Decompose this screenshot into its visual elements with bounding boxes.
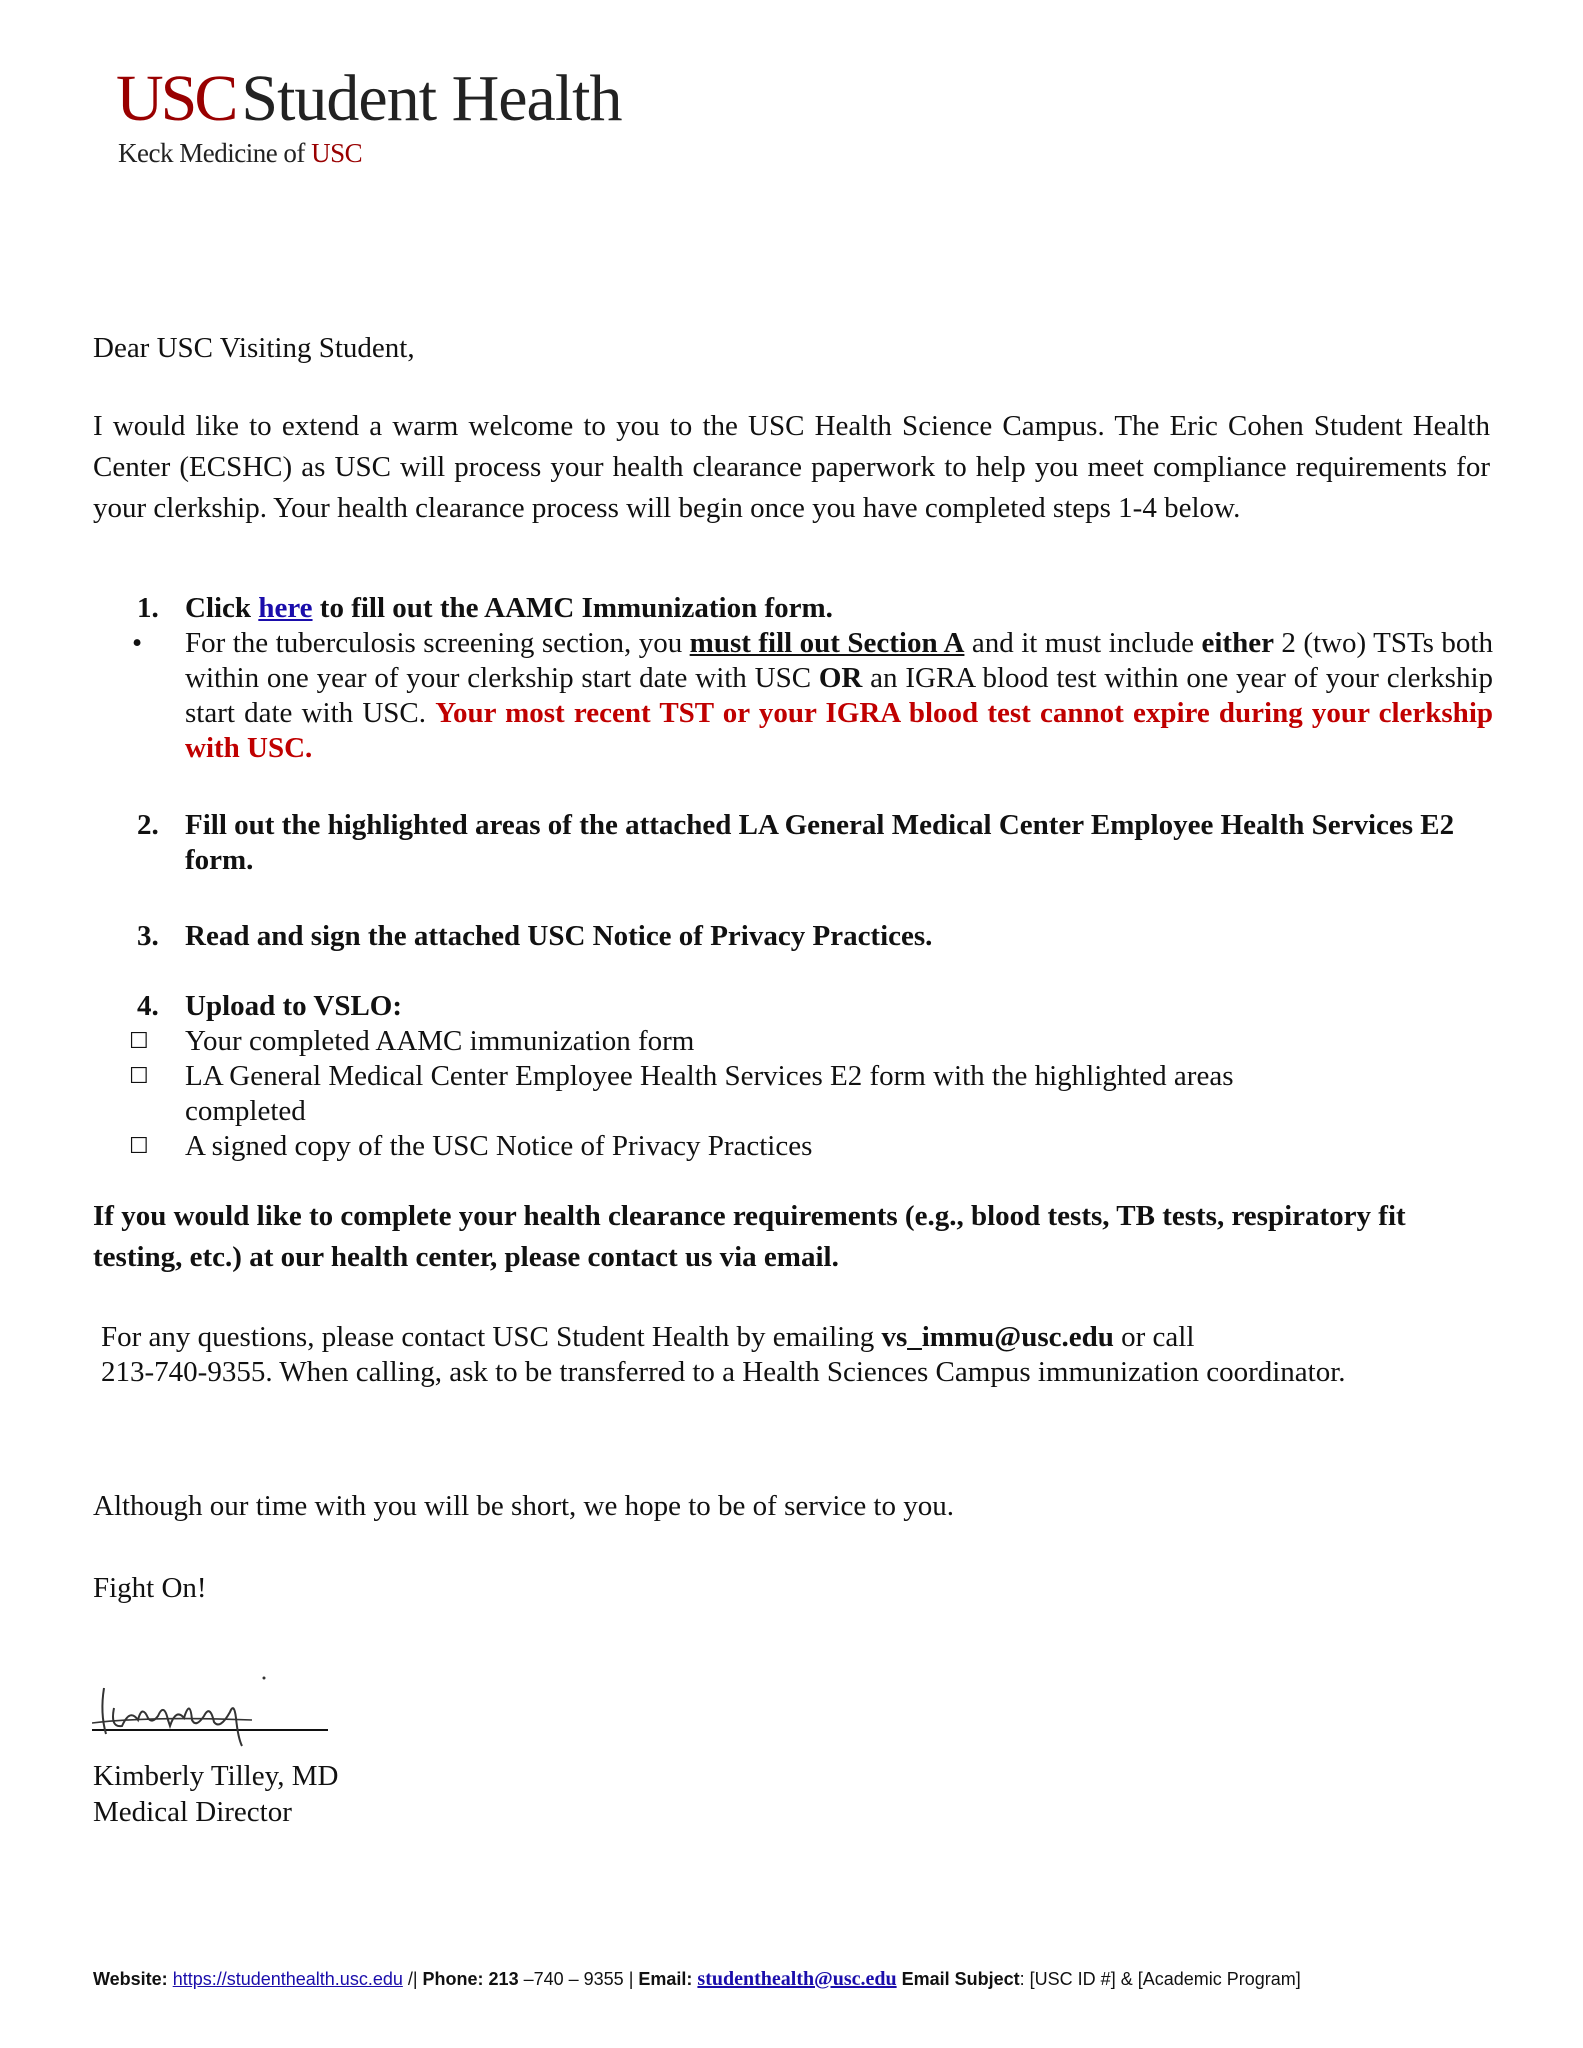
logo-subtitle: Keck Medicine of USC xyxy=(118,138,363,168)
contact-email[interactable]: vs_immu@usc.edu xyxy=(881,1321,1114,1353)
checkbox-icon: ☐ xyxy=(129,1134,149,1159)
checklist-item: ☐ A signed copy of the USC Notice of Privacy Practices xyxy=(129,1130,813,1162)
handwritten-signature xyxy=(92,1668,332,1748)
step-number: 3. xyxy=(137,920,159,952)
step-number: 4. xyxy=(137,990,159,1022)
usc-student-health-logo xyxy=(116,62,622,169)
checklist-item: ☐ LA General Medical Center Employee Health Services E2 form with the highlighted areas completed xyxy=(129,1060,1234,1127)
intro-paragraph: I would like to extend a warm welcome to you to the USC Health Science Campus. The Eric Cohen Student Health Center (ECSHC) as USC will process your health clearance paperwork to help you meet compliance requirements for your clerkship. Your health clearance process will begin once you have completed steps 1-4 below. xyxy=(93,410,1490,524)
checklist-item: ☐ Your completed AAMC immunization form xyxy=(129,1025,695,1057)
checkbox-icon: ☐ xyxy=(129,1064,149,1089)
closing-line: Although our time with you will be short, we hope to be of service to you. xyxy=(93,1490,954,1522)
tb-warning: Your most recent TST or your IGRA blood test cannot expire during your clerkship with USC. xyxy=(185,697,1494,764)
contact-phone-line: 213-740-9355. When calling, ask to be transferred to a Health Sciences Campus immunization coordinator. xyxy=(101,1356,1346,1388)
tb-screening-bullet: • For the tuberculosis screening section, you must fill out Section A and it must include either 2 (two) TSTs both within one year of your clerkship start date with USC OR an IGRA blood test within one year of your clerkship start date with USC. Your most recent TST or your IGRA blood test cannot expire during your clerkship with USC. xyxy=(132,627,1494,764)
step-number: 1. xyxy=(137,592,159,624)
step-4: 4. Upload to VSLO: ☐ Your completed AAMC immunization form ☐ LA General Medical Center Employee Health Services E2 form with the highlighted areas completed ☐ A signed copy of the USC Notice of Privacy Practices xyxy=(93,989,1513,1164)
signatory xyxy=(93,1758,338,1830)
logo-title: Student Health xyxy=(241,62,622,135)
bullet-icon: • xyxy=(132,627,143,659)
step-3: 3. Read and sign the attached USC Notice of Privacy Practices. xyxy=(137,920,933,952)
step-2: 2. Fill out the highlighted areas of the attached LA General Medical Center Employee Health Services E2 form. xyxy=(137,809,1455,876)
logo-usc-wordmark: USC xyxy=(116,62,236,135)
footer-email-link[interactable]: studenthealth@usc.edu xyxy=(697,1968,897,1990)
health-center-notice: If you would like to complete your health clearance requirements (e.g., blood tests, TB tests, respiratory fit testing, etc.) at our health center, please contact us via email. xyxy=(93,1200,1406,1273)
step-1: 1. Click here to fill out the AAMC Immunization form. • For the tuberculosis screening section, you must fill out Section A and it must include either 2 (two) TSTs both within one year of your clerkship start date with USC OR an IGRA blood test within one year of your clerkship start date with USC. Your most recent TST or your IGRA blood test cannot expire during your clerkship with USC. xyxy=(93,591,1513,766)
checkbox-icon: ☐ xyxy=(129,1029,149,1054)
footer: Website: https://studenthealth.usc.edu /| Phone: 213 –740 – 9355 | Email: studenthealth@usc.edu Email Subject: [USC ID #] & [Academic Program] xyxy=(93,1968,1301,1990)
website-link[interactable]: https://studenthealth.usc.edu xyxy=(172,1969,403,1989)
signatory-title: Medical Director xyxy=(93,1796,292,1828)
greeting: Dear USC Visiting Student, xyxy=(93,332,415,364)
step-number: 2. xyxy=(137,809,159,841)
fight-on: Fight On! xyxy=(93,1572,207,1604)
aamc-form-link[interactable]: here xyxy=(258,592,313,624)
contact-paragraph: For any questions, please contact USC Student Health by emailing vs_immu@usc.edu or call 213-740-9355. When calling, ask to be transferred to a Health Sciences Campus immunization coordinator. xyxy=(101,1320,1498,1390)
signatory-name: Kimberly Tilley, MD xyxy=(93,1760,339,1792)
